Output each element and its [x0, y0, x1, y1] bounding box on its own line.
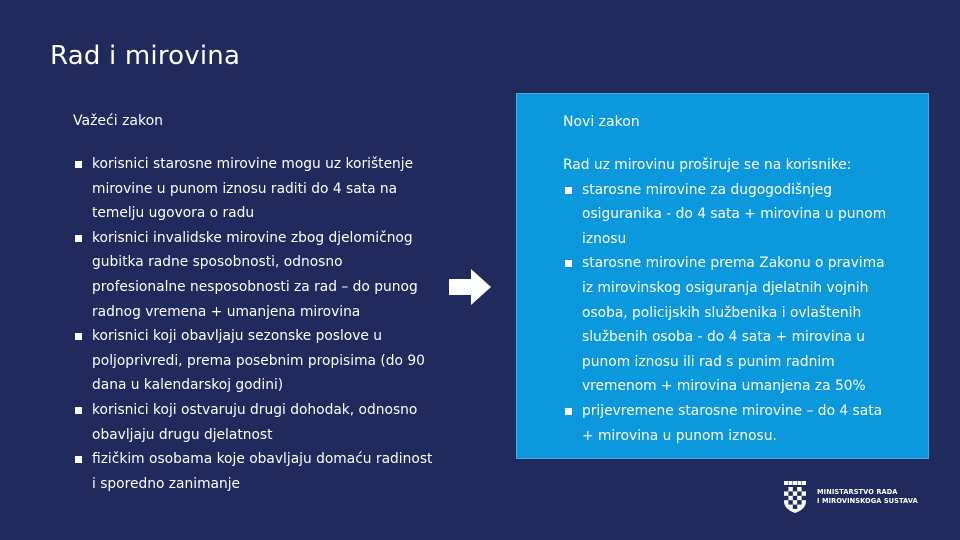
- list-item: fizičkim osobama koje obavljaju domaću radinost i sporedno zanimanje: [73, 447, 433, 496]
- list-item: korisnici koji obavljaju sezonske poslove u poljoprivredi, prema posebnim propisima (do 90 dana u kalendarskoj godini): [73, 324, 433, 398]
- list-item: korisnici starosne mirovine mogu uz korištenje mirovine u punom iznosu raditi do 4 sata na temelju ugovora o radu: [73, 152, 433, 226]
- square-bullet-icon: [565, 187, 572, 194]
- logo-line-2: I MIROVINSKOGA SUSTAVA: [817, 497, 918, 505]
- slide-title: Rad i mirovina: [50, 41, 241, 71]
- current-law-list: [73, 152, 433, 496]
- square-bullet-icon: [565, 408, 572, 415]
- square-bullet-icon: [75, 161, 82, 168]
- right-arrow-icon: [449, 269, 491, 305]
- current-law-column: [73, 111, 433, 496]
- new-law-intro: Rad uz mirovinu proširuje se na korisnike:: [563, 157, 852, 173]
- logo-line-1: MINISTARSTVO RADA: [817, 488, 898, 496]
- list-item: korisnici koji ostvaruju drugi dohodak, odnosno obavljaju drugu djelatnost: [73, 398, 433, 447]
- croatian-coat-of-arms-icon: [783, 481, 807, 513]
- current-law-heading: Važeći zakon: [73, 113, 164, 129]
- square-bullet-icon: [75, 235, 82, 242]
- list-item: prijevremene starosne mirovine – do 4 sata + mirovina u punom iznosu.: [563, 399, 893, 448]
- list-item: starosne mirovine prema Zakonu o pravima iz mirovinskog osiguranja djelatnih vojnih osoba, policijskih službenika i ovlaštenih službenih osoba - do 4 sata + mirovina u punom iznosu ili rad s punim radnim vremenom + mirovina umanjena za 50%: [563, 251, 893, 399]
- square-bullet-icon: [565, 260, 572, 267]
- square-bullet-icon: [75, 333, 82, 340]
- new-law-list: [563, 178, 893, 449]
- ministry-logo: [783, 480, 933, 514]
- square-bullet-icon: [75, 456, 82, 463]
- new-law-heading: Novi zakon: [563, 114, 640, 130]
- list-item: starosne mirovine za dugogodišnjeg osiguranika - do 4 sata + mirovina u punom iznosu: [563, 178, 893, 252]
- square-bullet-icon: [75, 407, 82, 414]
- new-law-box: [516, 93, 929, 459]
- list-item: korisnici invalidske mirovine zbog djelomičnog gubitka radne sposobnosti, odnosno profesionalne nesposobnosti za rad – do punog radnog vremena + umanjena mirovina: [73, 226, 433, 324]
